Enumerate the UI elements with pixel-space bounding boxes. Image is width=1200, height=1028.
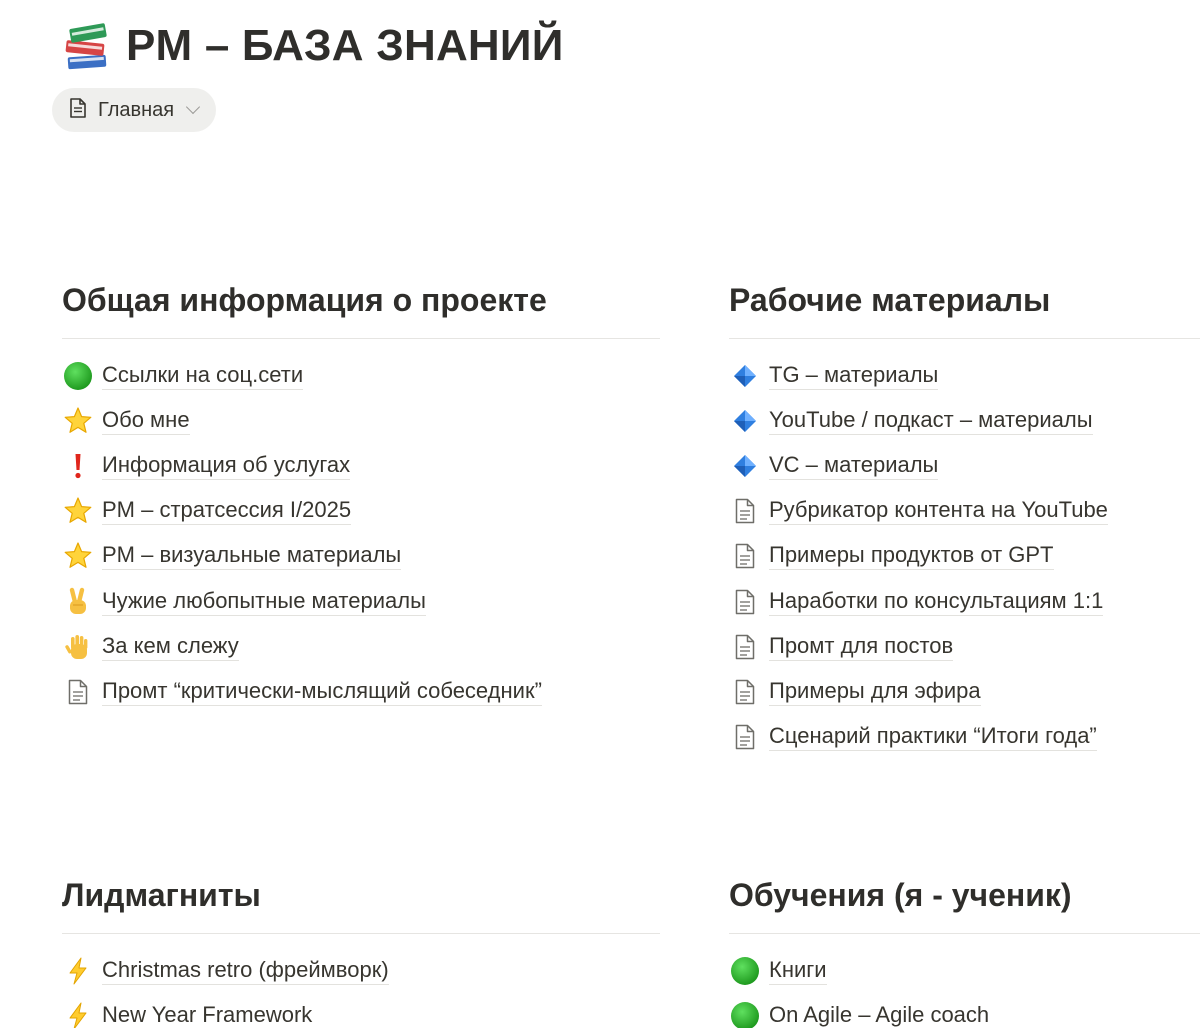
list-item-label: New Year Framework <box>102 1002 312 1028</box>
list-item[interactable] <box>729 353 1200 398</box>
page-icon <box>729 676 761 708</box>
section-learning <box>729 873 1200 1028</box>
list-item[interactable] <box>62 443 660 488</box>
list-item[interactable] <box>62 624 660 669</box>
star-icon <box>62 405 94 437</box>
list-item-label: On Agile – Agile coach <box>769 1002 989 1028</box>
list-item-label: Наработки по консультациям 1:1 <box>769 588 1103 616</box>
list-item-label: Промт для постов <box>769 633 953 661</box>
books-emoji-icon[interactable] <box>62 18 112 74</box>
list-item[interactable] <box>62 669 660 714</box>
list-item[interactable] <box>62 489 660 534</box>
victory-hand-icon <box>62 586 94 618</box>
blue-diamond-icon <box>729 450 761 482</box>
star-icon <box>62 495 94 527</box>
list-item[interactable] <box>62 993 660 1028</box>
page-title: PM – БАЗА ЗНАНИЙ <box>126 21 564 70</box>
section-divider <box>729 933 1200 934</box>
list-item-label: Примеры для эфира <box>769 678 981 706</box>
list-item[interactable] <box>729 489 1200 534</box>
list-item-label: За кем слежу <box>102 633 239 661</box>
exclamation-icon <box>62 450 94 482</box>
list-item[interactable] <box>729 579 1200 624</box>
list-item[interactable] <box>729 715 1200 760</box>
breadcrumb[interactable] <box>52 88 216 132</box>
list-item-label: Чужие любопытные материалы <box>102 588 426 616</box>
raised-hand-icon <box>62 631 94 663</box>
list-item[interactable] <box>62 534 660 579</box>
blue-diamond-icon <box>729 405 761 437</box>
breadcrumb-label: Главная <box>98 98 175 121</box>
page-header <box>62 18 564 74</box>
section-title: Обучения (я - ученик) <box>729 877 1072 913</box>
section-general-info <box>62 278 660 715</box>
chevron-down-icon <box>186 100 200 114</box>
list-item-label: Ссылки на соц.сети <box>102 362 303 390</box>
section-work-materials <box>729 278 1200 760</box>
lightning-icon <box>62 955 94 987</box>
list-item-label: VC – материалы <box>769 452 938 480</box>
section-title: Общая информация о проекте <box>62 282 547 318</box>
list-item-label: YouTube / подкаст – материалы <box>769 407 1093 435</box>
green-circle-icon <box>62 360 94 392</box>
green-circle-icon <box>729 1000 761 1028</box>
list-item[interactable] <box>729 443 1200 488</box>
lightning-icon <box>62 1000 94 1028</box>
page-icon <box>729 631 761 663</box>
page-icon <box>68 97 88 124</box>
list-item[interactable] <box>62 398 660 443</box>
list-item-label: Промт “критически-мыслящий собеседник” <box>102 678 542 706</box>
list-item-label: Christmas retro (фреймворк) <box>102 957 389 985</box>
section-title: Лидмагниты <box>62 877 261 913</box>
list-item[interactable] <box>62 579 660 624</box>
section-list <box>62 353 660 715</box>
section-list <box>729 353 1200 760</box>
section-divider <box>62 338 660 339</box>
green-circle-icon <box>729 955 761 987</box>
section-list <box>729 948 1200 1028</box>
section-divider <box>729 338 1200 339</box>
list-item-label: Примеры продуктов от GPT <box>769 542 1054 570</box>
list-item[interactable] <box>729 669 1200 714</box>
list-item-label: TG – материалы <box>769 362 938 390</box>
list-item-label: Информация об услугах <box>102 452 350 480</box>
page-icon <box>729 586 761 618</box>
list-item-label: PM – визуальные материалы <box>102 542 401 570</box>
section-list <box>62 948 660 1028</box>
star-icon <box>62 540 94 572</box>
page-icon <box>729 721 761 753</box>
list-item[interactable] <box>729 948 1200 993</box>
list-item[interactable] <box>729 398 1200 443</box>
list-item-label: Рубрикатор контента на YouTube <box>769 497 1108 525</box>
page-icon <box>62 676 94 708</box>
page-icon <box>729 540 761 572</box>
list-item[interactable] <box>729 993 1200 1028</box>
list-item[interactable] <box>62 948 660 993</box>
list-item[interactable] <box>729 624 1200 669</box>
list-item-label: Сценарий практики “Итоги года” <box>769 723 1097 751</box>
section-title: Рабочие материалы <box>729 282 1051 318</box>
list-item-label: Обо мне <box>102 407 190 435</box>
list-item-label: Книги <box>769 957 827 985</box>
section-lead-magnets <box>62 873 660 1028</box>
section-divider <box>62 933 660 934</box>
page-icon <box>729 495 761 527</box>
blue-diamond-icon <box>729 360 761 392</box>
list-item-label: PM – стратсессия I/2025 <box>102 497 351 525</box>
list-item[interactable] <box>62 353 660 398</box>
list-item[interactable] <box>729 534 1200 579</box>
